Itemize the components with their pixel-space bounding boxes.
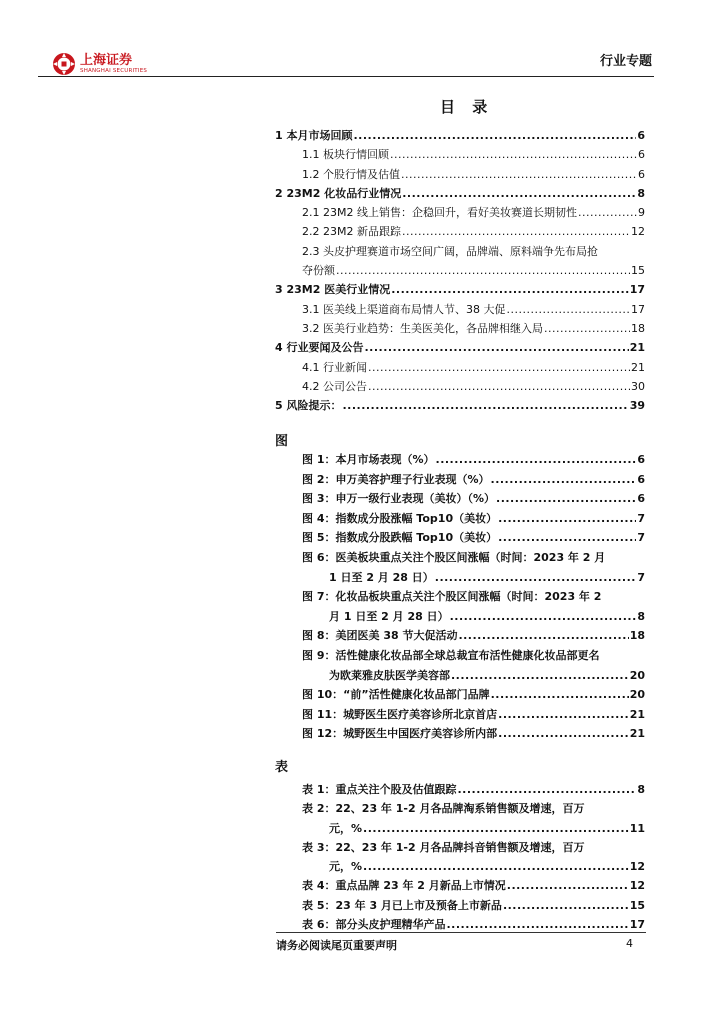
figures-heading: 图: [275, 434, 289, 449]
dot-leader: [368, 377, 630, 396]
entry-page-number: 12: [631, 225, 645, 239]
entry-label: 3 23M2 医美行业情况: [275, 283, 391, 297]
dot-leader: [457, 780, 636, 799]
toc-entry[interactable]: [275, 319, 645, 338]
dot-leader: [363, 857, 629, 876]
entry-label: 1.2 个股行情及估值: [302, 167, 400, 181]
dot-leader: [503, 896, 629, 915]
tables-heading: 表: [275, 760, 289, 775]
figure-entry[interactable]: [275, 509, 645, 529]
dot-leader: [342, 396, 628, 415]
dot-leader: [496, 489, 636, 509]
entry-label: 5 风险提示：: [275, 399, 342, 413]
toc-entry[interactable]: [275, 222, 645, 241]
figure-entry[interactable]: [275, 548, 645, 587]
entry-page-number: 11: [629, 821, 645, 835]
dot-leader: [506, 300, 630, 319]
figure-entry[interactable]: [275, 470, 645, 490]
entry-label: 图 8：美团医美 38 节大促活动: [302, 629, 458, 643]
dot-leader: [436, 450, 637, 470]
dot-leader: [364, 338, 628, 357]
entry-page-number: 21: [629, 341, 645, 355]
table-entry[interactable]: [275, 896, 645, 915]
toc-entry[interactable]: [275, 396, 645, 415]
entry-page-number: 20: [629, 688, 645, 702]
entry-label-continued: 月 1 日至 2 月 28 日）: [329, 609, 449, 623]
toc-title: 目 录: [440, 98, 494, 116]
entry-page-number: 6: [638, 148, 645, 162]
entry-label: 表 5：23 年 3 月已上市及预备上市新品: [302, 898, 502, 912]
entry-label: 图 10：“前”活性健康化妆品部门品牌: [302, 688, 490, 702]
dot-leader: [491, 470, 637, 490]
dot-leader: [435, 568, 637, 588]
entry-label-continued: 夺份额: [302, 264, 335, 278]
entry-label: 4 行业要闻及公告: [275, 341, 364, 355]
toc-entry[interactable]: [275, 358, 645, 377]
entry-page-number: 7: [637, 531, 645, 545]
figure-entry[interactable]: [275, 489, 645, 509]
toc-entry[interactable]: [275, 203, 645, 222]
entry-label: 表 3：22、23 年 1-2 月各品牌抖音销售额及增速，百万: [302, 840, 585, 854]
entry-label: 表 4：重点品牌 23 年 2 月新品上市情况: [302, 879, 506, 893]
dot-leader: [450, 607, 637, 627]
entry-label: 2 23M2 化妆品行业情况: [275, 186, 402, 200]
entry-page-number: 6: [637, 129, 645, 142]
dot-leader: [402, 184, 636, 203]
dot-leader: [578, 203, 637, 222]
entry-page-number: 30: [631, 379, 645, 393]
entry-label: 4.1 行业新闻: [302, 360, 367, 374]
entry-label-continued: 元，%: [329, 860, 363, 874]
entry-label-continued: 1 日至 2 月 28 日）: [329, 570, 434, 584]
entry-page-number: 17: [629, 918, 645, 932]
entry-label: 图 3：申万一级行业表现（美妆）（%）: [302, 492, 496, 506]
entry-page-number: 15: [631, 264, 645, 278]
company-logo: [52, 52, 147, 76]
entry-label: 2.3 头皮护理赛道市场空间广阔，品牌端、原料端争先布局抢: [302, 244, 598, 258]
figure-entry[interactable]: [275, 450, 645, 470]
logo-english-name: SHANGHAI SECURITIES: [80, 68, 148, 74]
table-entry[interactable]: [275, 780, 645, 799]
entry-label: 图 7：化妆品板块重点关注个股区间涨幅（时间：2023 年 2: [302, 590, 602, 604]
dot-leader: [498, 528, 636, 548]
entry-label: 图 9：活性健康化妆品部全球总裁宣布活性健康化妆品部更名: [302, 648, 600, 662]
dot-leader: [507, 876, 629, 895]
toc-entry[interactable]: [275, 300, 645, 319]
dot-leader: [491, 685, 629, 705]
entry-label: 图 11：城野医生医疗美容诊所北京首店: [302, 707, 498, 721]
entry-page-number: 21: [631, 360, 645, 374]
toc-entry[interactable]: [275, 338, 645, 357]
entry-page-number: 7: [637, 570, 645, 584]
entry-page-number: 12: [629, 879, 645, 893]
figure-entry[interactable]: [275, 705, 645, 725]
table-of-contents: [275, 126, 645, 415]
toc-entry[interactable]: [275, 126, 645, 145]
figure-entry[interactable]: [275, 626, 645, 646]
entry-page-number: 12: [629, 860, 645, 874]
entry-page-number: 8: [637, 186, 645, 200]
entry-page-number: 8: [637, 609, 645, 623]
entry-label: 表 1：重点关注个股及估值跟踪: [302, 783, 457, 796]
entry-label: 表 6：部分头皮护理精华产品: [302, 918, 446, 932]
entry-label: 2.1 23M2 线上销售：企稳回升，看好美妆赛道长期韧性: [302, 206, 577, 220]
toc-entry[interactable]: [275, 184, 645, 203]
entry-label: 图 2：申万美容护理子行业表现（%）: [302, 472, 490, 486]
entry-page-number: 6: [638, 167, 645, 181]
table-entry[interactable]: [275, 799, 645, 838]
entry-label: 1.1 板块行情回顾: [302, 148, 389, 162]
figure-entry[interactable]: [275, 685, 645, 705]
entry-label: 图 6：医美板块重点关注个股区间涨幅（时间：2023 年 2 月: [302, 550, 606, 564]
table-entry[interactable]: [275, 838, 645, 877]
entry-page-number: 17: [631, 302, 645, 316]
toc-entry[interactable]: [275, 242, 645, 281]
entry-page-number: 18: [631, 321, 645, 335]
toc-entry[interactable]: [275, 280, 645, 299]
dot-leader: [498, 509, 636, 529]
entry-label: 3.2 医美行业趋势：生美医美化，各品牌相继入局: [302, 321, 543, 335]
document-type: 行业专题: [599, 54, 652, 69]
entry-label: 1 本月市场回顾: [275, 129, 353, 142]
figure-entry[interactable]: [275, 528, 645, 548]
toc-entry[interactable]: [275, 165, 645, 184]
entry-page-number: 6: [637, 492, 645, 506]
entry-page-number: 21: [629, 727, 645, 741]
entry-label: 3.1 医美线上渠道商布局情人节、38 大促: [302, 302, 506, 316]
dot-leader: [368, 358, 630, 377]
entry-page-number: 18: [629, 629, 645, 643]
entry-label: 图 5：指数成分股跌幅 Top10（美妆）: [302, 531, 498, 545]
list-of-tables: [275, 780, 645, 934]
dot-leader: [458, 626, 628, 646]
entry-label: 图 4：指数成分股涨幅 Top10（美妆）: [302, 511, 498, 525]
entry-page-number: 8: [637, 783, 645, 796]
figure-entry[interactable]: [275, 646, 645, 685]
dot-leader: [391, 280, 628, 299]
toc-entry[interactable]: [275, 377, 645, 396]
list-of-figures: [275, 450, 645, 744]
footer-divider: [276, 932, 646, 933]
footer-disclaimer: 请务必阅读尾页重要声明: [276, 939, 397, 952]
shanghai-securities-logo-icon: [52, 52, 76, 76]
dot-leader: [451, 666, 629, 686]
entry-page-number: 7: [637, 511, 645, 525]
entry-page-number: 20: [629, 668, 645, 682]
page-number: 4: [626, 937, 633, 950]
logo-chinese-name: 上海证券: [80, 53, 133, 68]
dot-leader: [498, 724, 629, 744]
dot-leader: [390, 145, 637, 164]
header-divider: [38, 76, 654, 77]
figure-entry[interactable]: [275, 587, 645, 626]
entry-page-number: 9: [638, 206, 645, 220]
entry-label: 图 12：城野医生中国医疗美容诊所内部: [302, 727, 498, 741]
entry-label: 图 1：本月市场表现（%）: [302, 453, 435, 466]
dot-leader: [363, 819, 629, 838]
entry-page-number: 39: [629, 399, 645, 413]
entry-page-number: 21: [629, 707, 645, 721]
entry-page-number: 6: [637, 472, 645, 486]
dot-leader: [498, 705, 629, 725]
entry-label: 2.2 23M2 新品跟踪: [302, 225, 401, 239]
dot-leader: [402, 222, 630, 241]
entry-label: 表 2：22、23 年 1-2 月各品牌淘系销售额及增速，百万: [302, 802, 585, 816]
entry-page-number: 17: [629, 283, 645, 297]
entry-label: 4.2 公司公告: [302, 379, 367, 393]
dot-leader: [353, 126, 636, 145]
table-entry[interactable]: [275, 876, 645, 895]
entry-page-number: 15: [629, 898, 645, 912]
entry-page-number: 6: [637, 453, 645, 466]
figure-entry[interactable]: [275, 724, 645, 744]
entry-label-continued: 元，%: [329, 821, 363, 835]
dot-leader: [336, 261, 630, 280]
toc-entry[interactable]: [275, 145, 645, 164]
dot-leader: [544, 319, 630, 338]
dot-leader: [401, 165, 637, 184]
entry-label-continued: 为欧莱雅皮肤医学美容部: [329, 668, 450, 682]
